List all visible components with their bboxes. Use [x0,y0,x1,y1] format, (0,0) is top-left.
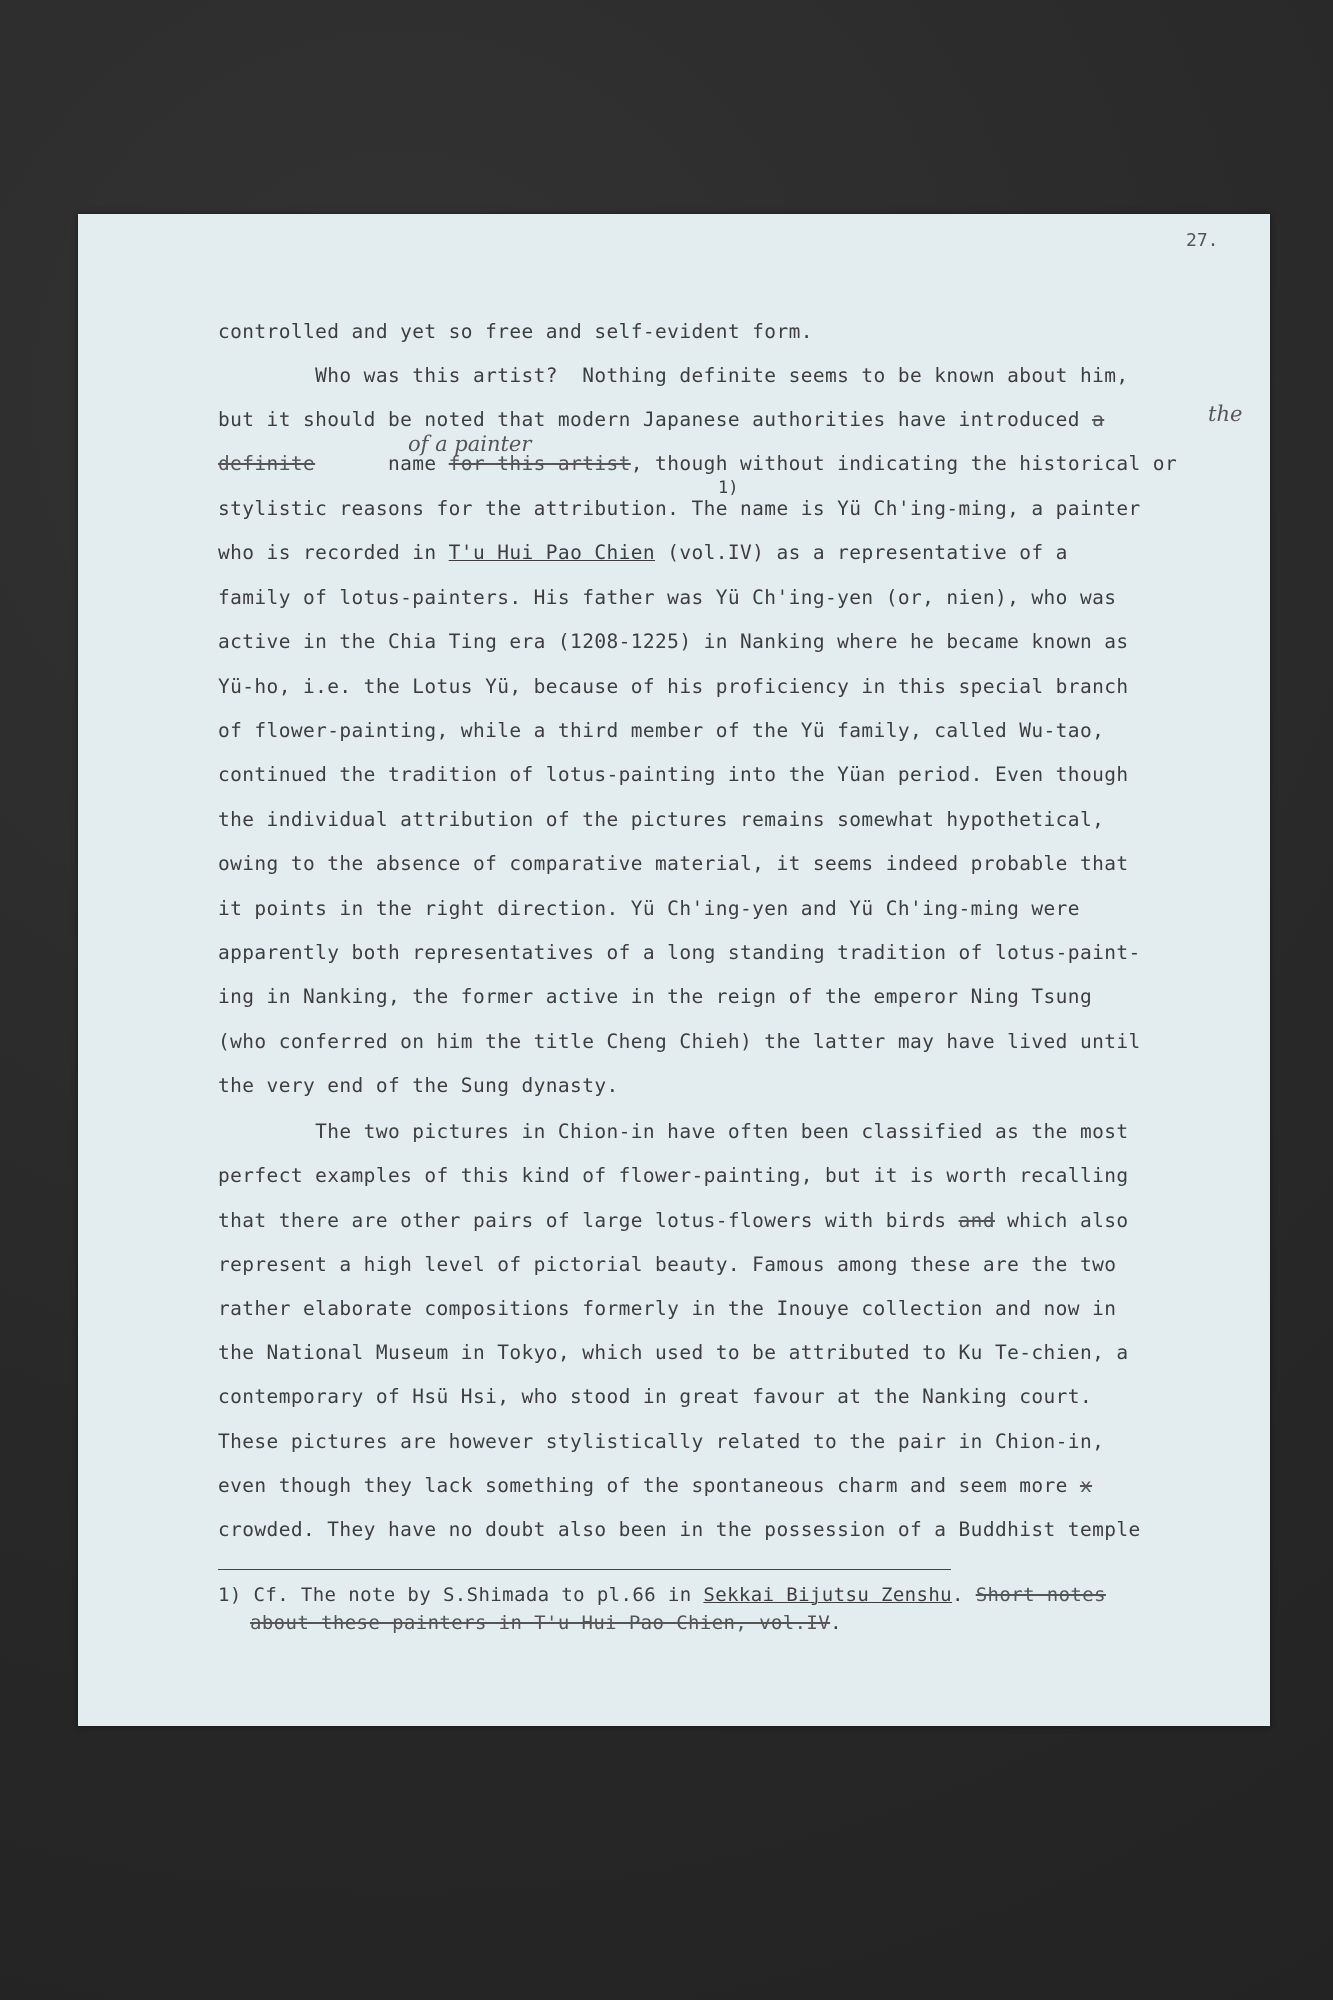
footnote-line-1 [218,1584,1106,1606]
struck-word-definite: definite [218,452,316,475]
text-line-28: crowded. They have no doubt also been in the possession of a Buddhist temple [218,1518,1141,1541]
text-line-14: it points in the right direction. Yü Ch'ing-yen and Yü Ch'ing-ming were [218,897,1080,920]
struck-letter-x: x [1079,1474,1093,1497]
text-line-18: the very end of the Sung dynasty. [218,1074,619,1097]
text-line-12: the individual attribution of the pictures remains somewhat hypothetical, [218,808,1105,831]
struck-word-and: and [958,1209,995,1232]
struck-phrase-for-this-artist: for this artist [448,452,631,475]
footnote-struck-part-1: Short notes [975,1584,1106,1606]
text-line-21-main: that there are other pairs of large lotus-flowers with birds [218,1209,947,1232]
footnote-reference: 1) [718,478,739,498]
text-line-5: stylistic reasons for the attribution. The name is Yü Ch'ing-ming, a painter [218,497,1141,520]
text-line-6-tail: (vol.IV) as a representative of a [655,541,1068,564]
text-line-27-main: even though they lack something of the spontaneous charm and seem more [218,1474,1068,1497]
footnote-end: . [830,1612,842,1634]
text-line-21-tail: which also [994,1209,1129,1232]
text-line-1: controlled and yet so free and self-evident form. [218,320,813,343]
footnote-book-title: Sekkai Bijutsu Zenshu [703,1584,953,1606]
text-line-13: owing to the absence of comparative material, it seems indeed probable that [218,852,1129,875]
text-line-21 [218,1209,1129,1232]
text-line-6 [218,541,1068,564]
text-line-8: active in the Chia Ting era (1208-1225) in Nanking where he became known as [218,630,1129,653]
text-line-6-main: who is recorded in [218,541,437,564]
text-line-23: rather elaborate compositions formerly in the Inouye collection and now in [218,1297,1117,1320]
text-line-20: perfect examples of this kind of flower-painting, but it is worth recalling [218,1164,1129,1187]
handwritten-the: the [1208,402,1243,426]
text-line-4-name: name [315,452,437,475]
text-line-27 [218,1474,1092,1497]
struck-word-a: a [1092,408,1105,431]
book-title-tu-hui-pao-chien: T'u Hui Pao Chien [448,541,656,564]
text-line-11: continued the tradition of lotus-painting into the Yüan period. Even though [218,763,1129,786]
text-line-10: of flower-painting, while a third member of the Yü family, called Wu-tao, [218,719,1105,742]
footnote-text: 1) Cf. The note by S.Shimada to pl.66 in [218,1584,704,1606]
text-line-4 [218,452,1177,475]
text-line-25: contemporary of Hsü Hsi, who stood in great favour at the Nanking court. [218,1385,1093,1408]
footnote-struck-part-2: about these painters in T'u Hui Pao Chien, vol.IV [250,1612,831,1634]
typescript-page [78,214,1270,1726]
text-line-17: (who conferred on him the title Cheng Chieh) the latter may have lived until [218,1030,1141,1053]
page-number: 27. [1186,230,1219,251]
handwritten-of-a-painter: of a painter [408,432,532,456]
footnote-period: . [952,1584,964,1606]
text-line-15: apparently both representatives of a long standing tradition of lotus-paint- [218,941,1141,964]
text-line-2: Who was this artist? Nothing definite seems to be known about him, [218,364,1129,387]
text-line-3-main: but it should be noted that modern Japanese authorities have introduced [218,408,1080,431]
text-line-16: ing in Nanking, the former active in the reign of the emperor Ning Tsung [218,985,1093,1008]
text-line-22: represent a high level of pictorial beauty. Famous among these are the two [218,1253,1117,1276]
text-line-26: These pictures are however stylistically related to the pair in Chion-in, [218,1430,1105,1453]
footnote-line-2 [250,1612,842,1634]
text-line-19: The two pictures in Chion-in have often been classified as the most [218,1120,1129,1143]
text-line-9: Yü-ho, i.e. the Lotus Yü, because of his proficiency in this special branch [218,675,1129,698]
footnote-separator [218,1569,951,1570]
text-line-4-tail: , though without indicating the historical or [630,452,1178,475]
text-line-24: the National Museum in Tokyo, which used to be attributed to Ku Te-chien, a [218,1341,1129,1364]
text-line-7: family of lotus-painters. His father was Yü Ch'ing-yen (or, nien), who was [218,586,1117,609]
text-line-3 [218,408,1104,431]
